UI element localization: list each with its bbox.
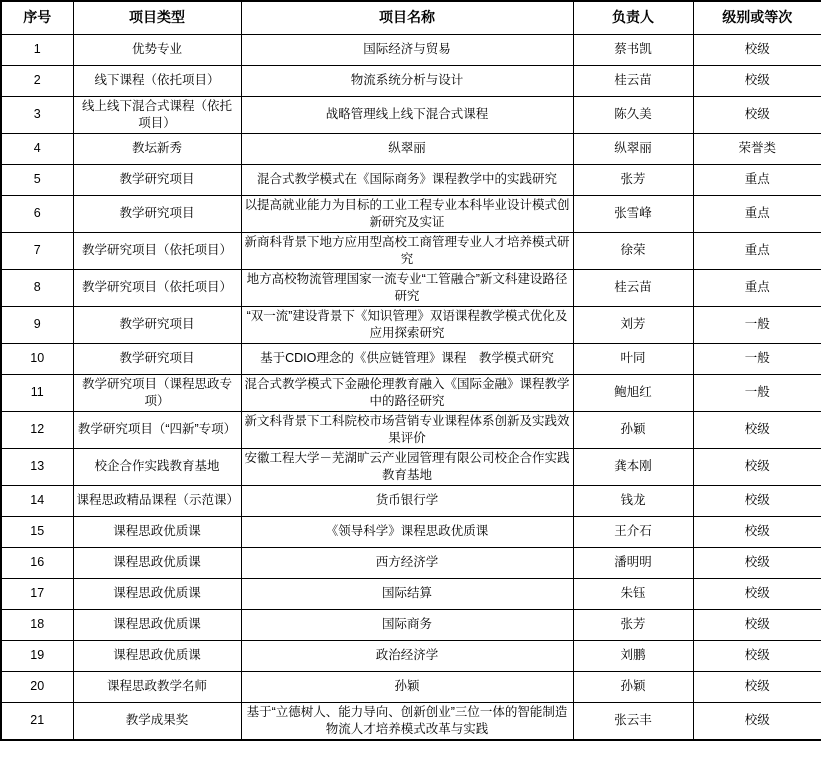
project-type-cell: 教学研究项目 [73,164,241,195]
table-row [1,269,821,306]
row-number-cell: 12 [1,411,73,448]
col-header-leader: 负责人 [573,1,693,34]
col-header-no: 序号 [1,1,73,34]
level-cell: 校级 [693,578,821,609]
leader-cell: 孙颖 [573,671,693,702]
project-type-cell: 教学研究项目 [73,343,241,374]
leader-cell: 纵翠丽 [573,133,693,164]
row-number-cell: 5 [1,164,73,195]
col-header-type: 项目类型 [73,1,241,34]
row-number-cell: 19 [1,640,73,671]
row-number-cell: 7 [1,232,73,269]
level-cell: 校级 [693,448,821,485]
project-type-cell: 教学研究项目（“四新”专项） [73,411,241,448]
level-cell: 校级 [693,609,821,640]
level-cell: 一般 [693,343,821,374]
table-row [1,516,821,547]
project-type-cell: 课程思政优质课 [73,578,241,609]
table-row [1,232,821,269]
project-name-cell: 混合式教学模式下金融伦理教育融入《国际金融》课程教学中的路径研究 [241,374,573,411]
row-number-cell: 3 [1,96,73,133]
project-name-cell: 国际商务 [241,609,573,640]
level-cell: 校级 [693,702,821,740]
row-number-cell: 6 [1,195,73,232]
project-type-cell: 教学研究项目 [73,195,241,232]
project-name-cell: 政治经济学 [241,640,573,671]
project-name-cell: 基于“立德树人、能力导向、创新创业”三位一体的智能制造物流人才培养模式改革与实践 [241,702,573,740]
level-cell: 重点 [693,195,821,232]
level-cell: 校级 [693,34,821,65]
project-type-cell: 课程思政优质课 [73,547,241,578]
project-type-cell: 教学研究项目（依托项目） [73,269,241,306]
leader-cell: 刘芳 [573,306,693,343]
row-number-cell: 4 [1,133,73,164]
project-name-cell: 《领导科学》课程思政优质课 [241,516,573,547]
table-row [1,671,821,702]
leader-cell: 潘明明 [573,547,693,578]
level-cell: 校级 [693,671,821,702]
row-number-cell: 21 [1,702,73,740]
project-type-cell: 线上线下混合式课程（依托项目） [73,96,241,133]
project-name-cell: 新文科背景下工科院校市场营销专业课程体系创新及实践效果评价 [241,411,573,448]
level-cell: 荣誉类 [693,133,821,164]
level-cell: 校级 [693,640,821,671]
table-row [1,578,821,609]
row-number-cell: 8 [1,269,73,306]
table-row [1,640,821,671]
project-name-cell: 物流系统分析与设计 [241,65,573,96]
row-number-cell: 11 [1,374,73,411]
row-number-cell: 10 [1,343,73,374]
leader-cell: 叶同 [573,343,693,374]
row-number-cell: 9 [1,306,73,343]
table-row [1,96,821,133]
table-row [1,133,821,164]
leader-cell: 张雪峰 [573,195,693,232]
project-type-cell: 课程思政教学名师 [73,671,241,702]
table-row [1,34,821,65]
row-number-cell: 20 [1,671,73,702]
project-name-cell: 国际经济与贸易 [241,34,573,65]
project-name-cell: 基于CDIO理念的《供应链管理》课程 教学模式研究 [241,343,573,374]
project-type-cell: 教学成果奖 [73,702,241,740]
leader-cell: 孙颖 [573,411,693,448]
project-name-cell: 孙颖 [241,671,573,702]
leader-cell: 张芳 [573,164,693,195]
project-type-cell: 课程思政优质课 [73,609,241,640]
table-row [1,609,821,640]
row-number-cell: 16 [1,547,73,578]
leader-cell: 桂云苗 [573,65,693,96]
leader-cell: 徐荣 [573,232,693,269]
leader-cell: 张芳 [573,609,693,640]
level-cell: 校级 [693,547,821,578]
level-cell: 校级 [693,411,821,448]
col-header-level: 级别或等次 [693,1,821,34]
table-row [1,65,821,96]
project-type-cell: 教学研究项目（依托项目） [73,232,241,269]
project-name-cell: “双一流”建设背景下《知识管理》双语课程教学模式优化及应用探索研究 [241,306,573,343]
table-row [1,164,821,195]
table-body [1,34,821,740]
project-name-cell: 西方经济学 [241,547,573,578]
level-cell: 一般 [693,306,821,343]
row-number-cell: 18 [1,609,73,640]
leader-cell: 陈久美 [573,96,693,133]
table-row [1,195,821,232]
row-number-cell: 13 [1,448,73,485]
project-type-cell: 优势专业 [73,34,241,65]
level-cell: 重点 [693,232,821,269]
header-row [1,1,821,34]
table-row [1,485,821,516]
table-row [1,448,821,485]
leader-cell: 龚本刚 [573,448,693,485]
level-cell: 校级 [693,485,821,516]
leader-cell: 朱钰 [573,578,693,609]
project-name-cell: 新商科背景下地方应用型高校工商管理专业人才培养模式研究 [241,232,573,269]
table-row [1,374,821,411]
project-type-cell: 课程思政优质课 [73,516,241,547]
project-type-cell: 校企合作实践教育基地 [73,448,241,485]
level-cell: 一般 [693,374,821,411]
project-type-cell: 教学研究项目 [73,306,241,343]
project-name-cell: 地方高校物流管理国家一流专业“工管融合”新文科建设路径研究 [241,269,573,306]
project-name-cell: 纵翠丽 [241,133,573,164]
row-number-cell: 15 [1,516,73,547]
row-number-cell: 1 [1,34,73,65]
level-cell: 重点 [693,269,821,306]
project-name-cell: 国际结算 [241,578,573,609]
level-cell: 重点 [693,164,821,195]
leader-cell: 蔡书凯 [573,34,693,65]
level-cell: 校级 [693,96,821,133]
level-cell: 校级 [693,516,821,547]
project-name-cell: 安徽工程大学－芜湖旷云产业园管理有限公司校企合作实践教育基地 [241,448,573,485]
project-name-cell: 以提高就业能力为目标的工业工程专业本科毕业设计模式创新研究及实证 [241,195,573,232]
leader-cell: 鲍旭红 [573,374,693,411]
table-row [1,411,821,448]
table-row [1,547,821,578]
table-row [1,306,821,343]
level-cell: 校级 [693,65,821,96]
project-name-cell: 战略管理线上线下混合式课程 [241,96,573,133]
row-number-cell: 17 [1,578,73,609]
project-type-cell: 教坛新秀 [73,133,241,164]
project-name-cell: 货币银行学 [241,485,573,516]
project-type-cell: 课程思政优质课 [73,640,241,671]
leader-cell: 张云丰 [573,702,693,740]
row-number-cell: 14 [1,485,73,516]
project-type-cell: 教学研究项目（课程思政专项） [73,374,241,411]
project-type-cell: 课程思政精品课程（示范课） [73,485,241,516]
leader-cell: 王介石 [573,516,693,547]
project-name-cell: 混合式教学模式在《国际商务》课程教学中的实践研究 [241,164,573,195]
leader-cell: 桂云苗 [573,269,693,306]
leader-cell: 刘鹏 [573,640,693,671]
row-number-cell: 2 [1,65,73,96]
col-header-name: 项目名称 [241,1,573,34]
table-row [1,343,821,374]
project-type-cell: 线下课程（依托项目） [73,65,241,96]
table-row [1,702,821,740]
leader-cell: 钱龙 [573,485,693,516]
